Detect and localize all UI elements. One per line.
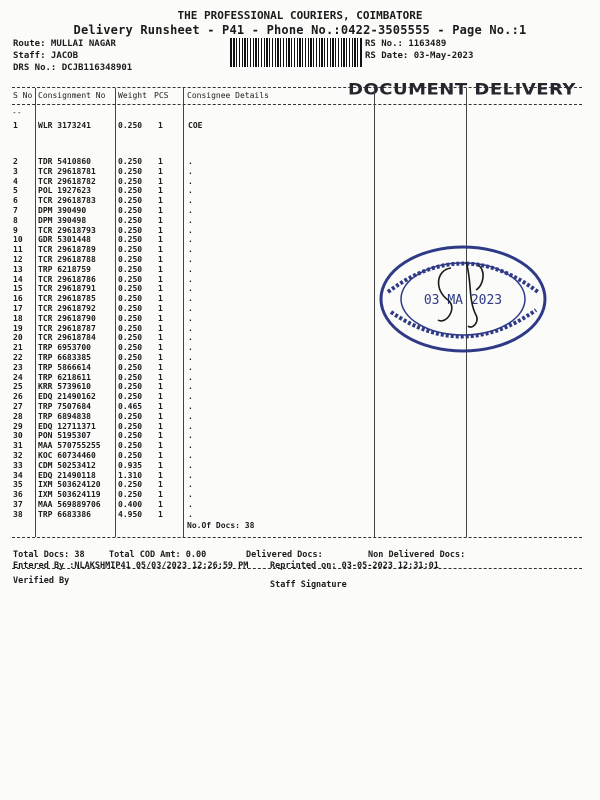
row-pcs: 1 — [158, 166, 163, 176]
table-row — [0, 216, 600, 226]
row-consignment: TRP 6218611 — [38, 372, 91, 382]
row-sno: 9 — [13, 225, 18, 235]
row-weight: 0.250 — [118, 186, 143, 196]
row-pcs: 1 — [158, 509, 163, 519]
row-sno: 27 — [13, 402, 23, 411]
row-weight: 0.250 — [118, 431, 143, 441]
row-sno: 31 — [13, 441, 23, 451]
non-delivered-docs: Non Delivered Docs: — [368, 550, 466, 560]
row-pcs: 1 — [158, 294, 163, 304]
row-sno: 23 — [13, 362, 23, 372]
row-pcs: 1 — [158, 264, 163, 274]
no-of-docs: No.Of Docs: 38 — [187, 521, 255, 530]
row-details: . — [188, 490, 193, 500]
row-weight: 0.250 — [118, 264, 143, 274]
row-pcs: 1 — [158, 411, 163, 421]
row-weight: 0.250 — [118, 206, 143, 215]
row-details: . — [188, 166, 193, 176]
verified-by: Verified By — [13, 576, 70, 586]
row-weight: 0.250 — [118, 176, 143, 186]
row-details: . — [188, 215, 193, 225]
row-consignment: TRP 6953700 — [38, 343, 91, 353]
row-sno: 30 — [13, 431, 23, 441]
row-consignment: TCR 29618788 — [38, 255, 96, 264]
row-consignment: CDM 50253412 — [38, 460, 96, 470]
column-header-sno: S No — [13, 91, 33, 100]
row-weight: 0.250 — [118, 392, 143, 402]
row-consignment: IXM 503624120 — [38, 480, 101, 490]
row-consignment: KOC 60734460 — [38, 451, 96, 460]
table-row — [0, 167, 600, 177]
row-consignment: TDR 5410860 — [38, 157, 91, 166]
row-sno: 12 — [13, 255, 23, 264]
row-sno: 6 — [13, 196, 18, 206]
row-details: . — [188, 196, 193, 206]
row-weight: 0.250 — [118, 362, 143, 372]
row-pcs: 1 — [158, 304, 163, 313]
row-sno: 32 — [13, 451, 23, 460]
delivered-docs: Delivered Docs: — [246, 550, 323, 560]
row-weight: 0.250 — [118, 235, 143, 245]
row-weight: 0.250 — [118, 382, 143, 392]
table-row — [0, 471, 600, 481]
row-weight: 0.250 — [118, 245, 143, 255]
column-header-consignment: Consignment No — [38, 91, 106, 100]
row-details: . — [188, 255, 193, 264]
row-consignment: EDQ 21490162 — [38, 392, 96, 402]
row-weight: 0.250 — [118, 274, 143, 284]
row-consignment: KRR 5739610 — [38, 382, 91, 392]
row-pcs: 1 — [158, 323, 163, 333]
row-pcs: 1 — [158, 157, 163, 166]
table-row — [0, 382, 600, 392]
row-consignment: TCR 29618792 — [38, 304, 96, 313]
row-details: . — [188, 372, 193, 382]
row-weight: 0.250 — [118, 333, 143, 343]
table-row — [0, 121, 600, 131]
row-consignment: TCR 29618786 — [38, 274, 96, 284]
row-sno: 16 — [13, 294, 23, 304]
row-weight: 0.250 — [118, 372, 143, 382]
table-row — [0, 412, 600, 422]
row-sno: 4 — [13, 176, 18, 186]
table-row — [0, 392, 600, 402]
company-name: THE PROFESSIONAL COURIERS, COIMBATORE — [177, 9, 423, 22]
row-consignment: TRP 6683385 — [38, 353, 91, 362]
row-pcs: 1 — [158, 176, 163, 186]
row-details: . — [188, 313, 193, 323]
row-consignment: TCR 29618789 — [38, 245, 96, 255]
row-pcs: 1 — [158, 215, 163, 225]
row-pcs: 1 — [158, 421, 163, 431]
row-details: . — [188, 353, 193, 362]
row-weight: 0.250 — [118, 284, 143, 294]
row-consignment: TCR 29618787 — [38, 323, 96, 333]
row-sno: 25 — [13, 382, 23, 392]
staff-signature: Staff Signature — [270, 580, 347, 590]
row-weight: 0.250 — [118, 490, 143, 500]
row-sno: 35 — [13, 480, 23, 490]
row-sno: 33 — [13, 460, 23, 470]
row-sno: 19 — [13, 323, 23, 333]
column-header-weight: Weight — [118, 91, 147, 100]
table-row — [0, 422, 600, 432]
table-row — [0, 373, 600, 383]
row-pcs: 1 — [158, 186, 163, 196]
row-consignment: TCR 29618781 — [38, 166, 96, 176]
row-consignment: MAA 569889706 — [38, 500, 101, 509]
rs-date: RS Date: 03-May-2023 — [365, 51, 474, 61]
row-details: . — [188, 333, 193, 343]
row-details: . — [188, 176, 193, 186]
table-row — [0, 402, 600, 412]
row-weight: 0.250 — [118, 353, 143, 362]
table-row — [0, 226, 600, 236]
row-sno: 34 — [13, 470, 23, 480]
row-consignment: WLR 3173241 — [38, 121, 91, 130]
row-weight: 0.250 — [118, 304, 143, 313]
row-sno: 2 — [13, 157, 18, 166]
row-sno: 26 — [13, 392, 23, 402]
row-weight: 0.250 — [118, 225, 143, 235]
row-sno: 7 — [13, 206, 18, 215]
row-consignment: POL 1927623 — [38, 186, 91, 196]
row-details: . — [188, 431, 193, 441]
row-pcs: 1 — [158, 431, 163, 441]
row-sno: 17 — [13, 304, 23, 313]
row-weight: 0.250 — [118, 313, 143, 323]
row-weight: 0.250 — [118, 480, 143, 490]
row-sno: 10 — [13, 235, 23, 245]
row-details: . — [188, 274, 193, 284]
row-weight: 0.250 — [118, 323, 143, 333]
row-pcs: 1 — [158, 225, 163, 235]
row-pcs: 1 — [158, 490, 163, 500]
row-sno: 29 — [13, 421, 23, 431]
table-row — [0, 206, 600, 216]
row-details: COE — [188, 121, 203, 130]
table-row — [0, 461, 600, 471]
row-consignment: TCR 29618791 — [38, 284, 96, 294]
row-details: . — [188, 402, 193, 411]
rule-dashes: -- — [12, 108, 22, 117]
row-details: . — [188, 362, 193, 372]
row-pcs: 1 — [158, 206, 163, 215]
row-details: . — [188, 411, 193, 421]
row-consignment: DPM 390498 — [38, 215, 87, 225]
row-consignment: TCR 29618783 — [38, 196, 96, 206]
row-consignment: EDQ 12711371 — [38, 421, 96, 431]
row-consignment: TCR 29618790 — [38, 313, 96, 323]
table-bottom-rule — [12, 537, 582, 538]
reprinted-on: Reprinted on: 03-05-2023 12:31:01 — [270, 561, 439, 571]
row-pcs: 1 — [158, 362, 163, 372]
entered-by: Entered By :NLAKSHMIP41 05/03/2023 12:26:59 PM — [13, 561, 249, 571]
row-details: . — [188, 245, 193, 255]
row-sno: 22 — [13, 353, 23, 362]
row-details: . — [188, 500, 193, 509]
table-row — [0, 490, 600, 500]
row-consignment: TCR 29618785 — [38, 294, 96, 304]
row-sno: 13 — [13, 264, 23, 274]
row-details: . — [188, 343, 193, 353]
row-sno: 14 — [13, 274, 23, 284]
row-consignment: TRP 5866614 — [38, 362, 91, 372]
row-sno: 38 — [13, 509, 23, 519]
row-pcs: 1 — [158, 372, 163, 382]
row-consignment: DPM 390490 — [38, 206, 87, 215]
row-pcs: 1 — [158, 121, 163, 130]
table-row — [0, 363, 600, 373]
row-weight: 0.935 — [118, 460, 143, 470]
row-weight: 0.250 — [118, 451, 143, 460]
table-header-rule — [12, 104, 582, 105]
row-weight: 4.950 — [118, 509, 143, 519]
row-weight: 0.400 — [118, 500, 143, 509]
row-weight: 0.250 — [118, 166, 143, 176]
row-details: . — [188, 441, 193, 451]
table-row — [0, 186, 600, 196]
staff-label: Staff: JACOB — [13, 51, 79, 61]
row-sno: 36 — [13, 490, 23, 500]
row-pcs: 1 — [158, 392, 163, 402]
row-weight: 0.250 — [118, 255, 143, 264]
row-pcs: 1 — [158, 460, 163, 470]
row-sno: 37 — [13, 500, 23, 509]
row-weight: 0.250 — [118, 121, 143, 130]
row-consignment: IXM 503624119 — [38, 490, 101, 500]
row-consignment: MAA 570755255 — [38, 441, 101, 451]
row-pcs: 1 — [158, 441, 163, 451]
row-consignment: TCR 29618784 — [38, 333, 96, 343]
row-details: . — [188, 480, 193, 490]
table-row — [0, 441, 600, 451]
row-pcs: 1 — [158, 343, 163, 353]
row-weight: 0.250 — [118, 196, 143, 206]
row-sno: 20 — [13, 333, 23, 343]
row-weight: 1.310 — [118, 470, 143, 480]
row-pcs: 1 — [158, 353, 163, 362]
row-weight: 0.465 — [118, 402, 143, 411]
table-row — [0, 510, 600, 520]
row-sno: 1 — [13, 121, 18, 130]
row-consignment: TCR 29618782 — [38, 176, 96, 186]
row-weight: 0.250 — [118, 441, 143, 451]
row-pcs: 1 — [158, 500, 163, 509]
row-pcs: 1 — [158, 333, 163, 343]
row-pcs: 1 — [158, 245, 163, 255]
row-pcs: 1 — [158, 274, 163, 284]
row-consignment: TRP 7507684 — [38, 402, 91, 411]
document-delivery-stamp: DOCUMENT DELIVERY — [348, 80, 576, 99]
total-docs: Total Docs: 38 — [13, 550, 85, 560]
row-sno: 8 — [13, 215, 18, 225]
table-row — [0, 451, 600, 461]
row-sno: 18 — [13, 313, 23, 323]
row-pcs: 1 — [158, 284, 163, 294]
drs-number: DRS No.: DCJB116348901 — [13, 63, 133, 73]
table-row — [0, 157, 600, 167]
row-consignment: TCR 29618793 — [38, 225, 96, 235]
row-sno: 21 — [13, 343, 23, 353]
row-consignment: TRP 6894838 — [38, 411, 91, 421]
row-details: . — [188, 509, 193, 519]
row-sno: 24 — [13, 372, 23, 382]
row-details: . — [188, 157, 193, 166]
row-sno: 15 — [13, 284, 23, 294]
row-details: . — [188, 264, 193, 274]
column-header-pcs: PCS — [154, 91, 169, 100]
table-row — [0, 431, 600, 441]
column-header-details: Consignee Details — [187, 91, 269, 100]
row-details: . — [188, 470, 193, 480]
row-details: . — [188, 451, 193, 460]
row-weight: 0.250 — [118, 411, 143, 421]
seal-date: 03 MA 2023 — [423, 293, 503, 308]
row-sno: 28 — [13, 411, 23, 421]
route-label: Route: MULLAI NAGAR — [13, 39, 116, 49]
row-pcs: 1 — [158, 402, 163, 411]
row-details: . — [188, 284, 193, 294]
row-sno: 3 — [13, 166, 18, 176]
row-pcs: 1 — [158, 470, 163, 480]
row-details: . — [188, 460, 193, 470]
row-weight: 0.250 — [118, 421, 143, 431]
row-details: . — [188, 186, 193, 196]
row-consignment: GDR 5301448 — [38, 235, 91, 245]
row-sno: 11 — [13, 245, 23, 255]
row-details: . — [188, 304, 193, 313]
table-row — [0, 500, 600, 510]
row-pcs: 1 — [158, 255, 163, 264]
row-pcs: 1 — [158, 451, 163, 460]
row-pcs: 1 — [158, 313, 163, 323]
row-details: . — [188, 235, 193, 245]
row-details: . — [188, 206, 193, 215]
row-consignment: TRP 6218759 — [38, 264, 91, 274]
table-row — [0, 177, 600, 187]
row-details: . — [188, 421, 193, 431]
row-details: . — [188, 323, 193, 333]
row-pcs: 1 — [158, 382, 163, 392]
table-row — [0, 480, 600, 490]
table-top-rule — [12, 87, 582, 88]
received-seal — [376, 240, 550, 358]
row-pcs: 1 — [158, 196, 163, 206]
runsheet-title: Delivery Runsheet - P41 - Phone No.:0422-3505555 - Page No.:1 — [73, 23, 527, 37]
row-sno: 5 — [13, 186, 18, 196]
row-consignment: TRP 6683386 — [38, 509, 91, 519]
rs-number: RS No.: 1163489 — [365, 39, 447, 49]
row-weight: 0.250 — [118, 215, 143, 225]
barcode — [230, 38, 362, 67]
row-weight: 0.250 — [118, 157, 143, 166]
total-cod: Total COD Amt: 0.00 — [109, 550, 207, 560]
row-consignment: EDQ 21490118 — [38, 470, 96, 480]
row-details: . — [188, 392, 193, 402]
row-consignment: PON 5195307 — [38, 431, 91, 441]
row-pcs: 1 — [158, 235, 163, 245]
row-details: . — [188, 225, 193, 235]
row-weight: 0.250 — [118, 343, 143, 353]
row-weight: 0.250 — [118, 294, 143, 304]
row-pcs: 1 — [158, 480, 163, 490]
row-details: . — [188, 382, 193, 392]
table-row — [0, 196, 600, 206]
row-details: . — [188, 294, 193, 304]
